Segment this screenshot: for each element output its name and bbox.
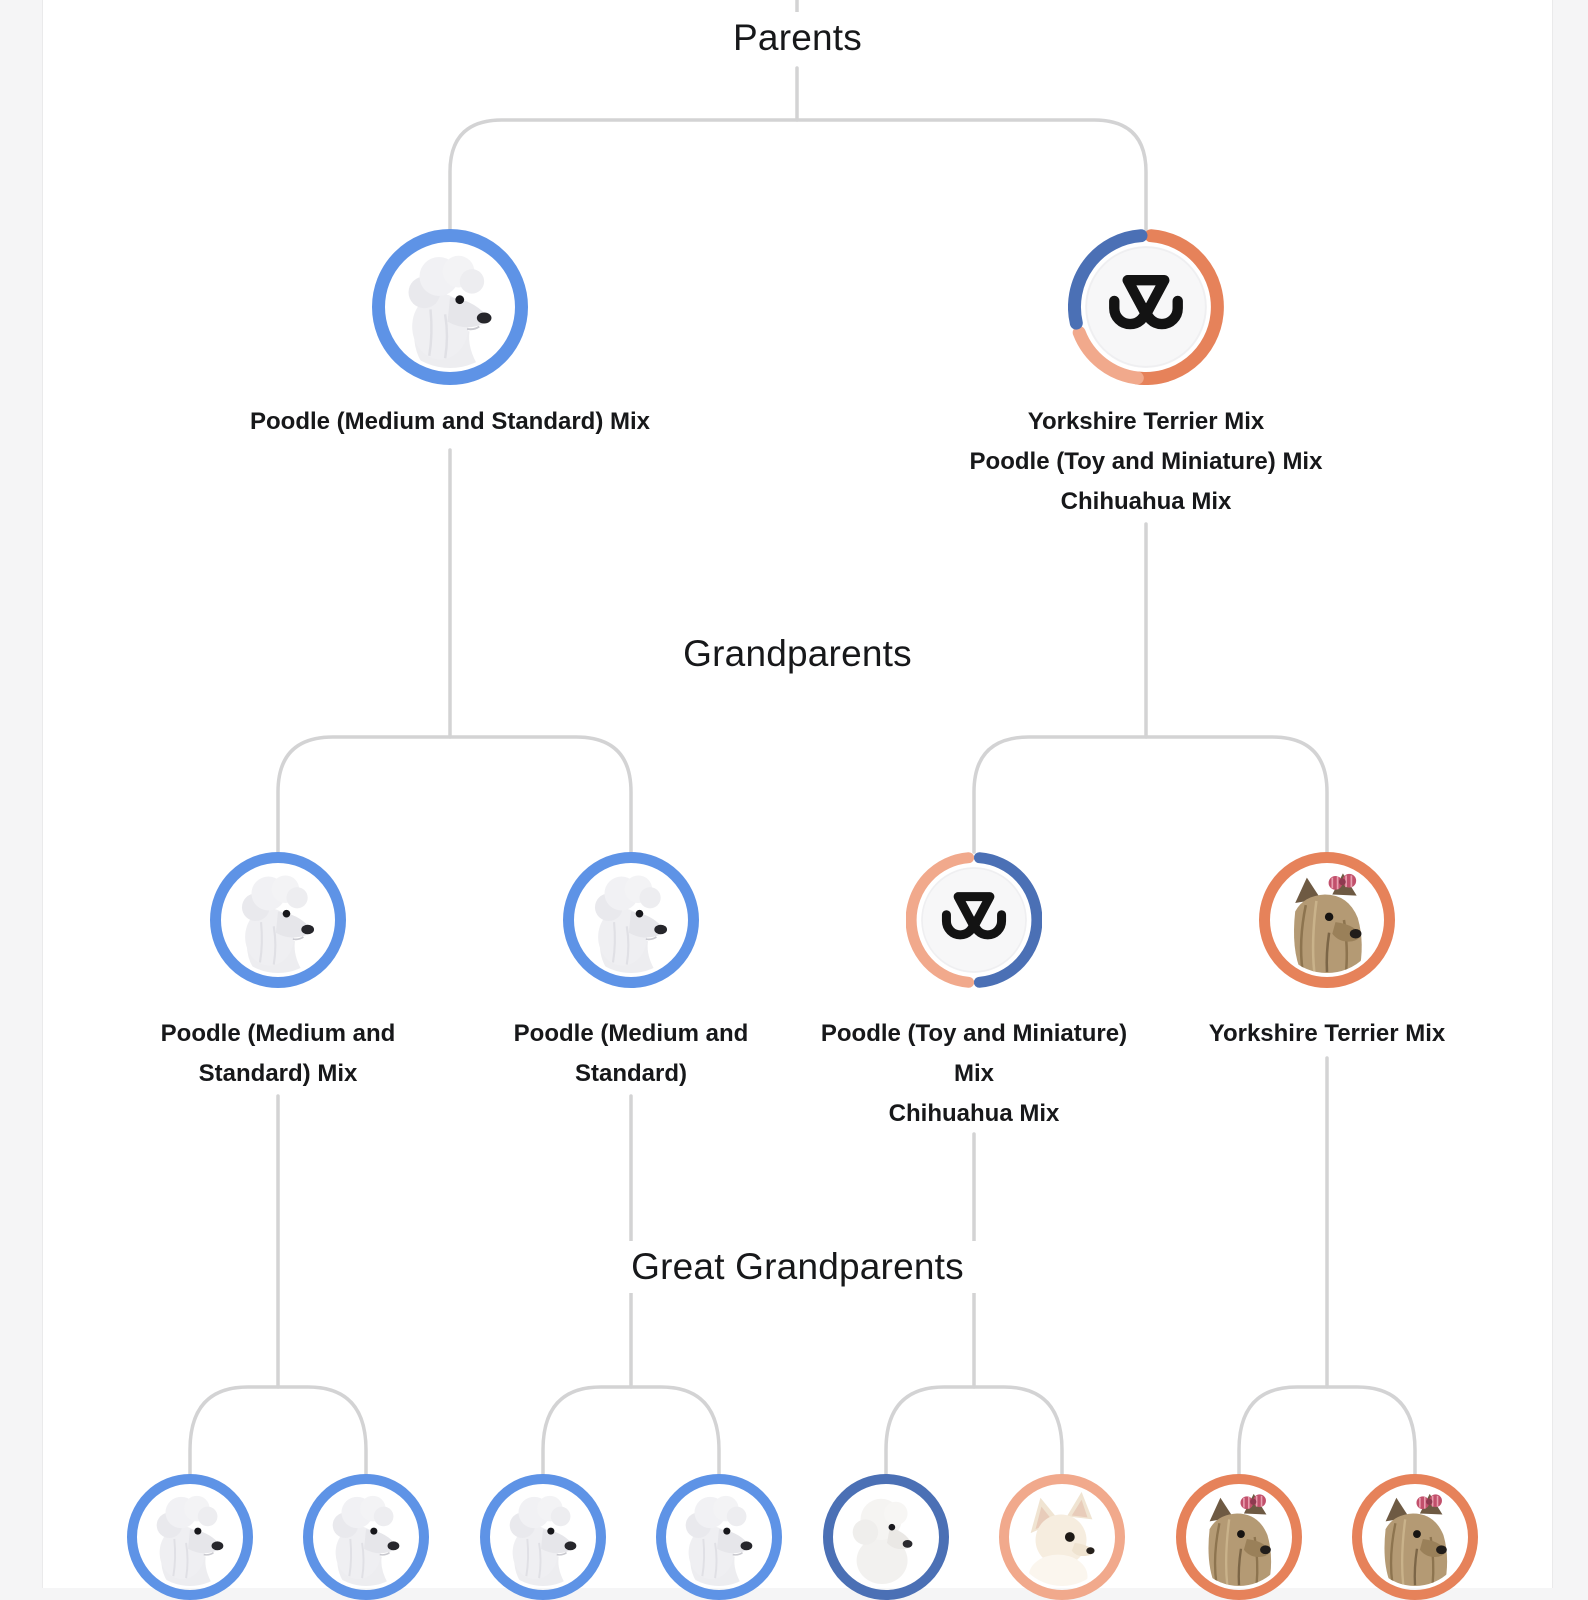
yorkshire-terrier-illustration [1190, 1488, 1288, 1586]
node-label-line: Mix [953, 1060, 995, 1087]
poodle-illustration [670, 1488, 768, 1586]
pedigree-node-gg2[interactable] [303, 1474, 429, 1600]
connector-greatgrand-arch-2 [543, 1387, 719, 1476]
unknown-breed-icon [921, 867, 1027, 973]
poodle-illustration [578, 867, 684, 973]
pedigree-node-gg3[interactable] [480, 1474, 606, 1600]
poodle-illustration [141, 1488, 239, 1586]
pedigree-node-g1[interactable] [210, 852, 346, 988]
node-label [970, 402, 1323, 522]
connector-greatgrand-arch-4 [1239, 1387, 1415, 1476]
poodle-illustration [389, 246, 511, 368]
generation-heading-grandparents: Grandparents [661, 628, 934, 680]
node-label-line: Chihuahua Mix [1060, 488, 1232, 515]
node-label-line: Yorkshire Terrier Mix [1027, 408, 1265, 435]
node-label [250, 402, 650, 442]
node-label [161, 1014, 396, 1094]
pedigree-node-g3[interactable] [906, 852, 1042, 988]
yorkshire-terrier-illustration [1366, 1488, 1464, 1586]
node-label-line: Poodle (Medium and Standard) Mix [249, 408, 651, 435]
connector-parents-branch [450, 120, 1146, 230]
pedigree-node-p1[interactable] [372, 229, 528, 385]
node-label-line: Poodle (Medium and [160, 1020, 396, 1047]
node-label-line: Chihuahua Mix [888, 1100, 1060, 1127]
connector-grandparents-branch-left [278, 737, 631, 852]
pedigree-node-g2[interactable] [563, 852, 699, 988]
pedigree-node-g4[interactable] [1259, 852, 1395, 988]
chihuahua-illustration [1013, 1488, 1111, 1586]
generation-heading-parents: Parents [711, 12, 884, 64]
node-label-line: Poodle (Toy and Miniature) Mix [969, 448, 1323, 475]
pedigree-node-gg1[interactable] [127, 1474, 253, 1600]
poodle-illustration [317, 1488, 415, 1586]
connector-greatgrand-arch-1 [190, 1387, 366, 1476]
yorkshire-terrier-illustration [1274, 867, 1380, 973]
unknown-breed-icon [1085, 246, 1207, 368]
node-label [821, 1014, 1127, 1134]
generation-heading-great-grandparents: Great Grandparents [609, 1241, 986, 1293]
toy-poodle-illustration [837, 1488, 935, 1586]
node-label-line: Yorkshire Terrier Mix [1208, 1020, 1446, 1047]
pedigree-node-gg5[interactable] [823, 1474, 949, 1600]
poodle-illustration [225, 867, 331, 973]
node-label-line: Poodle (Medium and [513, 1020, 749, 1047]
poodle-illustration [494, 1488, 592, 1586]
node-label-line: Standard) [574, 1060, 688, 1087]
connector-grandparents-branch-right [974, 737, 1327, 852]
node-label-line: Poodle (Toy and Miniature) [820, 1020, 1128, 1047]
node-label [514, 1014, 749, 1094]
pedigree-node-gg7[interactable] [1176, 1474, 1302, 1600]
node-label-line: Standard) Mix [198, 1060, 358, 1087]
connector-greatgrand-arch-3 [886, 1387, 1062, 1476]
pedigree-node-p2[interactable] [1068, 229, 1224, 385]
node-label [1209, 1014, 1446, 1054]
pedigree-node-gg4[interactable] [656, 1474, 782, 1600]
pedigree-node-gg6[interactable] [999, 1474, 1125, 1600]
pedigree-node-gg8[interactable] [1352, 1474, 1478, 1600]
